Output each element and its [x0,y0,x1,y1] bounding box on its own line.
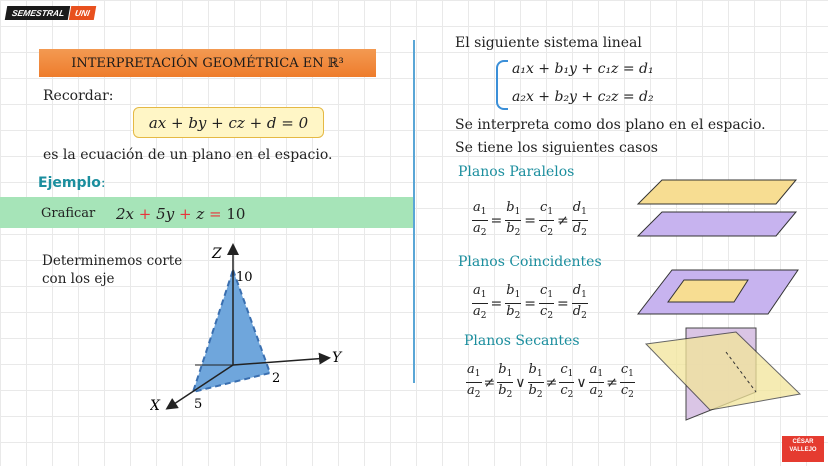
ratio-b: $\frac{b_1}{b_2}$ [506,283,521,321]
case-title-coincident: Planos Coincidentes [458,254,602,270]
op-equals: = [524,212,537,229]
op-or: ∨ [515,374,526,391]
op-equals: = [490,212,503,229]
parallel-planes-figure [632,176,802,242]
eq-op-equals: = [209,205,222,223]
coincident-planes-figure [632,268,802,318]
x-axis-label: X [150,398,160,414]
ejemplo-colon: : [100,175,106,191]
eq-term-2x: 2x [116,205,135,223]
interpretation-text: Se interpreta como dos plano en el espacio. [455,117,766,133]
z-axis-label: Z [212,246,222,262]
op-not-equal: ≠ [606,374,618,391]
plane-triangle [193,270,270,392]
system-eq-2: a₂x + b₂y + c₂z = d₂ [512,89,654,105]
z-intercept: 10 [236,270,253,285]
system-intro: El siguiente sistema lineal [455,35,642,51]
case-title-secant: Planos Secantes [464,333,580,349]
op-not-equal: ≠ [557,212,569,229]
plane-top [638,180,796,204]
graficar-label: Graficar [41,206,96,221]
brand-logo [6,5,95,20]
secant-ratio-condition [466,362,635,403]
ratio-c: $\frac{c_1}{c_2}$ [620,362,634,400]
y-axis-label: Y [332,350,342,366]
example-equation [116,205,245,223]
ratio-a: $\frac{a_1}{a_2}$ [473,283,487,321]
ratio-b: $\frac{b_1}{b_2}$ [498,362,513,400]
op-equals: = [557,295,569,312]
column-divider [413,40,415,383]
ejemplo-label: Ejemplo [38,175,101,191]
ratio-b: $\frac{b_1}{b_2}$ [528,362,543,400]
ratio-a: $\frac{a_1}{a_2}$ [589,362,604,400]
section-title: INTERPRETACIÓN GEOMÉTRICA EN ℝ³ [39,49,376,77]
ratio-c: $\frac{c_1}{c_2}$ [560,362,574,400]
plane-horizontal [646,332,800,410]
system-eq-1: a₁x + b₁y + c₁z = d₁ [512,61,654,77]
case-title-parallel: Planos Paralelos [458,164,575,180]
ratio-a: $\frac{a_1}{a_2}$ [473,200,487,238]
recordar-label: Recordar: [43,88,114,104]
ratio-a: $\frac{a_1}{a_2}$ [467,362,481,400]
plane-bottom [638,212,796,236]
secant-planes-figure [640,322,805,427]
ratio-d: $\frac{d_1}{d_2}$ [572,283,587,321]
plane-caption: es la ecuación de un plano en el espacio. [43,147,333,163]
eq-term-5y: 5y [156,205,175,223]
eq-rhs: 10 [226,205,246,223]
logo-semestral: SEMESTRAL [5,6,71,20]
op-not-equal: ≠ [545,374,558,391]
ratio-c: $\frac{c_1}{c_2}$ [540,200,554,238]
op-equals: = [524,295,537,312]
plane-axes-diagram [150,240,350,415]
logo-uni: UNI [69,6,96,20]
y-intercept: 2 [272,371,281,386]
eq-op-plus-2: + [178,205,192,223]
corner-logo: CÉSAR VALLEJO [782,436,824,462]
cases-intro: Se tiene los siguientes casos [455,140,658,156]
op-not-equal: ≠ [483,374,496,391]
parallel-ratio-condition [472,200,588,241]
coincident-ratio-condition [472,283,588,324]
ratio-c: $\frac{c_1}{c_2}$ [540,283,554,321]
determine-line-1: Determinemos corte [42,253,183,269]
ratio-b: $\frac{b_1}{b_2}$ [506,200,521,238]
eq-term-z: z [196,205,205,223]
x-intercept: 5 [194,397,203,412]
eq-op-plus-1: + [138,205,152,223]
plane-equation-box: ax + by + cz + d = 0 [133,107,324,138]
ratio-d: $\frac{d_1}{d_2}$ [572,200,587,238]
determine-line-2: con los eje [42,271,115,287]
system-brace [496,60,508,110]
op-or: ∨ [576,374,587,391]
ejemplo-heading [38,175,106,191]
op-equals: = [490,295,503,312]
